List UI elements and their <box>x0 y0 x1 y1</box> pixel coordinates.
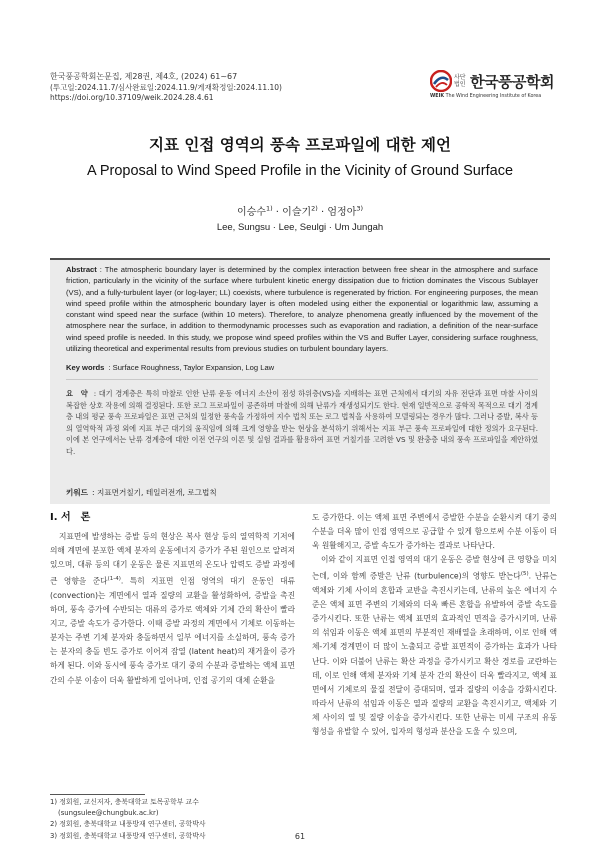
journal-citation: 한국풍공학회논문집, 제28권, 제4호, (2024) 61~67 <box>50 72 238 81</box>
logo-small-text: 사단 법인 <box>454 74 466 88</box>
keywords-ko-label: 키워드 <box>66 488 89 497</box>
page-number: 61 <box>294 832 306 841</box>
logo-name: 한국풍공학회 <box>470 73 554 91</box>
footnote-rule <box>50 794 145 795</box>
title-english: A Proposal to Wind Speed Profile in the Vicinity of Ground Surface <box>86 163 514 179</box>
footnote: 1) 정회원, 교신저자, 충북대학교 토목공학부 교수 <box>50 798 199 806</box>
weik-logo <box>430 68 560 102</box>
abstract-korean <box>66 388 538 457</box>
submission-dates: (투고일:2024.11.7/심사완료일:2024.11.9/게재확정일:2024.11.10) <box>50 82 282 92</box>
paragraph: 지표면에 발생하는 증발 등의 현상은 복사 현상 등의 열역학적 기저에 의해 계면에 분포한 액체 분자의 운동에너지 증가가 주된 원인으로 알려져 있으며, 대류 등의 대기 운동은 물론 지표면의 온도나 압력도 증발 과정에 큰 영향을 준다$^{(1-4)}$. 특히 지표면 인접 영역의 대기 운동인 대류 (convection)는 계면에서 열과 질량의 교환을 활성화하여, 증발을 촉진하며, 풍속 증가에 수반되는 대류의 증가로 액체와 기체 간의 확산이 빨라지고, 증발 속도가 증가한다. 이때 증발 과정의 계면에서 기체로 이동하는 분자는 주변 기체 분자와 충돌하면서 일부 에너지를 소실하며, 풍속 증가는 분자의 충돌 빈도 증가로 이어져 잠열 (latent heat)의 재거율이 증가하게 된다. 이와 동시에 풍속 증가로 대기 중의 수분과 증발하는 액체 표면 간의 수분 이송이 더욱 활발하게 일어나며, 인접 공기의 대체 순환을 <box>50 532 296 685</box>
abstract-ko-body: : 대기 경계층은 특히 마찰로 인한 난류 운동 에너지 소산이 점성 하위층(VS)을 지배하는 표면 근처에서 대기의 자유 전단과 표면 마찰 사이의 복잡한 상호 작용에 의해 결정된다. 또한 로그 프로파일이 공존하며 마찰에 의해 난류가 재생성되기도 한다. 현재 일반적으로 공학적 목적으로 대기 경계층 내의 평균 풍속 프로파일은 표면 근처의 일정한 풍속을 가정하여 지수 법칙 또는 로그 법칙을 사용하여 모델링되는 경우가 많다. 그러나 증발, 복사 등의 열역학적 과정 외에 지표 부근 대기의 움직임에 의해 크게 영향을 받는 현상을 분석하기 위해서는 지표 부근 풍속 프로파일에 대한 정의가 요구된다. 이에 본 연구에서는 난류 경계층에 대한 이전 연구의 이론 및 실험 결과를 활용하여 표면 거칠기를 고려한 VS 및 완충층 내의 풍속 프로파일을 제안하였다. <box>66 389 539 456</box>
journal-header <box>50 72 282 104</box>
keywords-english <box>66 363 538 372</box>
body-right-column <box>312 511 557 739</box>
keywords-korean <box>66 487 538 498</box>
doi-link[interactable]: https://doi.org/10.37109/weik.2024.28.4.61 <box>50 93 214 102</box>
title-korean: 지표 인접 영역의 풍속 프로파일에 대한 제언 <box>149 136 451 154</box>
authors-english: Lee, Sungsu · Lee, Seulgi · Um Jungah <box>216 222 384 233</box>
abstract-body: : The atmospheric boundary layer is determined by the complex interaction between free shear in the atmosphere and surface friction, particularly in the vicinity of the surface where turbulent kinetic energy dissipation due to friction dominates the Viscous Sublayer (VS), and a fully-turbulent layer (or log-layer; LL) coexists, where turbulence is regenerated by friction. For engineering purposes, the mean wind speed profile within the atmospheric boundary layer is often modeled using either the exponential or logarithmic law, assuming a constant wind speed near the surface (within 10 meters). Therefore, to analyze phenomena greatly influenced by the movement of the atmosphere near the surface, in addition to thermodynamic processes such as evaporation and radiation, a definition of the near-surface wind speed profile is needed. In this study, we propose wind speed profiles within the VS and Buffer Layer, considering surface roughness, utilizing theoretical and experimental results from previous studies on turbulent boundary layers. <box>66 265 538 354</box>
footnote: 2) 정회원, 충북대학교 내풍방재 연구센터, 공학박사 <box>50 820 206 829</box>
footnote-email: (sungsulee@chungbuk.ac.kr) <box>58 809 159 818</box>
abstract-english <box>66 264 538 354</box>
abstract-label: Abstract <box>66 265 97 274</box>
footnote: 3) 정회원, 충북대학교 내풍방재 연구센터, 공학박사 <box>50 831 206 840</box>
weik-logo-icon <box>430 70 452 92</box>
logo-english: WEIK The Wind Engineering Institute of Korea <box>430 94 542 99</box>
body-left-column <box>50 511 295 688</box>
keywords-ko-body: : 지표면거칠기, 테일러전개, 로그법칙 <box>92 488 217 497</box>
abstract-divider <box>66 379 538 380</box>
authors-korean: 이승수$^{1)}$ · 이슬기$^{2)}$ · 엄정아$^{3)}$ <box>236 204 364 218</box>
paragraph: 이와 같이 지표면 인접 영역의 대기 운동은 증발 현상에 큰 영향을 미치는데, 이와 함께 증발은 난류 (turbulence)의 영향도 받는다$^{(5)}$. 난류는 액체와 기체 사이의 혼합과 교반을 촉진시키는데, 난류의 높은 에너지 수준은 액체 표면 주변의 기체와의 더욱 빠른 혼합을 유발하여 증발 속도를 증가시킨다. 또한 난류는 액체 표면의 효과적인 면적을 증가시키며, 난류의 섞임과 이동은 액체 표면의 부분적인 재배열을 초래하며, 이로 인해 액체-기체 경계면이 더 많이 노출되고 증발 표면적이 증가하는 효과가 나타난다. 이와 더불어 난류는 확산 과정을 증가시키고 확산 경로를 교란하는데, 이로 인해 액체 분자와 기체 분자 간의 확산이 더욱 빨라지고, 액체 표면에서 기체로의 물질 전달이 증대되며, 열과 질량의 이송을 강화시킨다. 따라서 난류의 섞임과 이동은 열과 질량의 교환을 촉진시키고, 액체와 기체 사이의 열 및 질량 이송을 증가시킨다. 또한 난류는 미세 구조의 유동 형성을 유발할 수 있어, 입자의 형성과 분산을 도울 수 있으며, <box>312 555 558 736</box>
section-heading-introduction: I. 서 론 <box>50 512 91 523</box>
keywords-label: Key words <box>66 363 105 372</box>
abstract-ko-label: 요 약 <box>66 389 88 398</box>
keywords-body: : Surface Roughness, Taylor Expansion, Log Law <box>108 363 275 372</box>
paragraph: 도 증가한다. 이는 액체 표면 주변에서 증발한 수분을 순환시켜 대기 중의 수분을 더욱 많이 인접 영역으로 공급할 수 있게 함으로써 수분 이동이 더욱 원활해지고, 증발 속도가 증가하는 결과로 나타난다. <box>312 513 557 551</box>
